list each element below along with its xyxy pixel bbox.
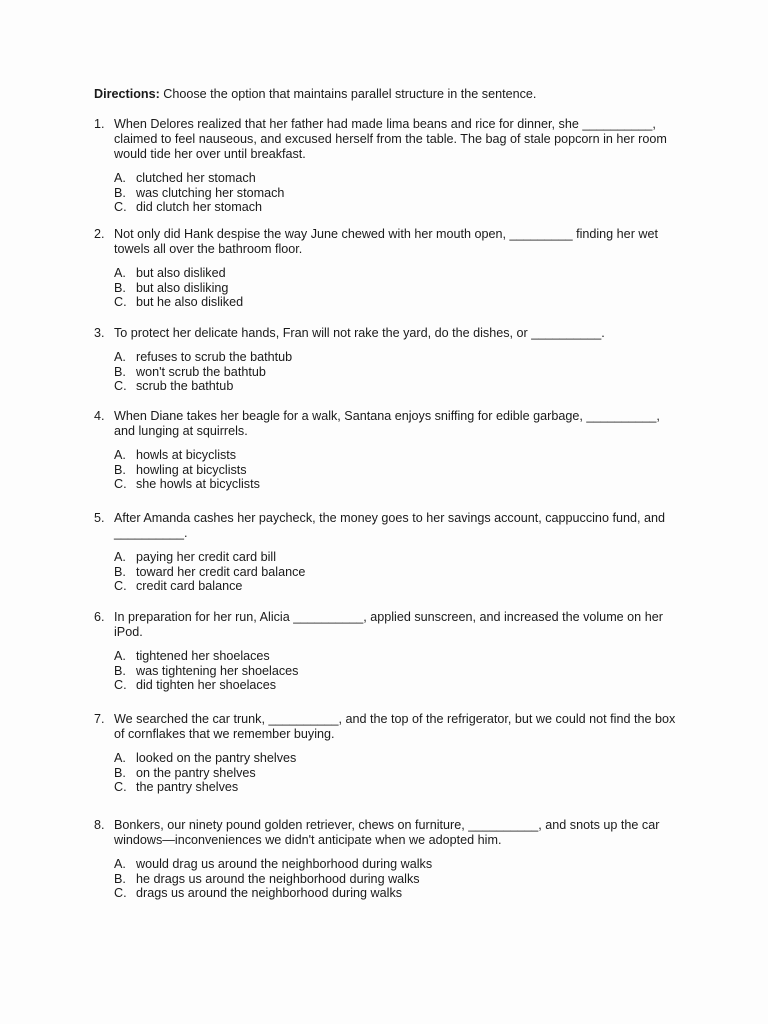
option-a: [114, 649, 684, 664]
option-a: [114, 857, 684, 872]
option-b: [114, 766, 684, 781]
question-6: [94, 610, 684, 693]
option-letter: A.: [114, 171, 126, 185]
option-letter: C.: [114, 886, 127, 901]
options-list: [94, 751, 684, 795]
option-letter: C.: [114, 780, 127, 795]
options-list: [94, 350, 684, 394]
option-text: but also disliked: [136, 266, 226, 280]
question-number: 7.: [94, 712, 105, 726]
options-list: [94, 857, 684, 901]
option-text: she howls at bicyclists: [136, 477, 260, 492]
option-c: [114, 886, 684, 901]
options-list: [94, 448, 684, 492]
option-c: [114, 295, 684, 310]
option-letter: B.: [114, 663, 126, 678]
option-text: paying her credit card bill: [136, 550, 277, 564]
option-text: on the pantry shelves: [136, 765, 256, 780]
option-letter: B.: [114, 871, 126, 886]
option-c: [114, 780, 684, 795]
option-text: the pantry shelves: [136, 780, 239, 795]
option-letter: C.: [114, 477, 127, 492]
option-letter: B.: [114, 462, 126, 477]
option-a: [114, 350, 684, 365]
question-text: After Amanda cashes her paycheck, the money goes to her savings account, cappuccino fund, and __________.: [114, 511, 665, 540]
option-text: was tightening her shoelaces: [136, 663, 299, 678]
option-letter: B.: [114, 765, 126, 780]
option-text: toward her credit card balance: [136, 564, 306, 579]
option-letter: A.: [114, 266, 126, 280]
question-text: Bonkers, our ninety pound golden retriever, chews on furniture, __________, and snots up the car windows—inconveniences we didn't anticipate when we adopted him.: [114, 818, 660, 847]
option-text: did clutch her stomach: [136, 200, 262, 215]
option-c: [114, 678, 684, 693]
option-letter: C.: [114, 200, 127, 215]
option-c: [114, 379, 684, 394]
option-text: refuses to scrub the bathtub: [136, 350, 293, 364]
option-c: [114, 477, 684, 492]
option-b: [114, 365, 684, 380]
option-text: he drags us around the neighborhood during walks: [136, 871, 420, 886]
question-1: [94, 117, 684, 215]
question-2: [94, 227, 684, 310]
options-list: [94, 649, 684, 693]
option-c: [114, 579, 684, 594]
question-number: 3.: [94, 326, 105, 340]
option-text: but also disliking: [136, 280, 229, 295]
directions-label: Directions:: [94, 87, 160, 101]
options-list: [94, 266, 684, 310]
option-b: [114, 664, 684, 679]
question-number: 5.: [94, 511, 105, 525]
option-text: was clutching her stomach: [136, 185, 285, 200]
option-a: [114, 448, 684, 463]
directions: [94, 87, 536, 102]
question-text: We searched the car trunk, __________, and the top of the refrigerator, but we could not find the box of cornflakes that we remember buying.: [114, 712, 676, 741]
options-list: [94, 171, 684, 215]
option-a: [114, 751, 684, 766]
question-4: [94, 409, 684, 492]
question-number: 4.: [94, 409, 105, 423]
option-b: [114, 463, 684, 478]
option-letter: A.: [114, 857, 126, 871]
option-letter: C.: [114, 678, 127, 693]
option-letter: B.: [114, 185, 126, 200]
option-text: but he also disliked: [136, 295, 244, 310]
option-letter: A.: [114, 350, 126, 364]
question-number: 6.: [94, 610, 105, 624]
option-b: [114, 186, 684, 201]
directions-text: Choose the option that maintains parallel structure in the sentence.: [159, 87, 537, 101]
option-text: would drag us around the neighborhood during walks: [136, 857, 433, 871]
option-b: [114, 565, 684, 580]
option-letter: C.: [114, 379, 127, 394]
option-letter: A.: [114, 448, 126, 462]
question-text: To protect her delicate hands, Fran will not rake the yard, do the dishes, or __________.: [114, 326, 605, 340]
option-c: [114, 200, 684, 215]
option-text: tightened her shoelaces: [136, 649, 270, 663]
option-text: howls at bicyclists: [136, 448, 237, 462]
option-a: [114, 171, 684, 186]
option-letter: B.: [114, 564, 126, 579]
option-text: drags us around the neighborhood during walks: [136, 886, 403, 901]
question-text: When Delores realized that her father had made lima beans and rice for dinner, she __________, claimed to feel nauseous, and excused herself from the table. The bag of stale popcorn in her room would tide her over until breakfast.: [114, 117, 667, 161]
question-3: [94, 326, 684, 394]
option-letter: C.: [114, 295, 127, 310]
option-text: credit card balance: [136, 579, 243, 594]
question-number: 1.: [94, 117, 105, 131]
question-7: [94, 712, 684, 795]
option-text: did tighten her shoelaces: [136, 678, 277, 693]
option-b: [114, 281, 684, 296]
option-letter: A.: [114, 649, 126, 663]
question-8: [94, 818, 684, 901]
options-list: [94, 550, 684, 594]
question-5: [94, 511, 684, 594]
question-text: Not only did Hank despise the way June chewed with her mouth open, _________ finding her wet towels all over the bathroom floor.: [114, 227, 658, 256]
option-text: scrub the bathtub: [136, 379, 234, 394]
question-text: When Diane takes her beagle for a walk, Santana enjoys sniffing for edible garbage, __________, and lunging at squirrels.: [114, 409, 660, 438]
option-a: [114, 266, 684, 281]
option-text: looked on the pantry shelves: [136, 751, 297, 765]
option-letter: A.: [114, 550, 126, 564]
option-b: [114, 872, 684, 887]
option-a: [114, 550, 684, 565]
question-number: 8.: [94, 818, 105, 832]
question-number: 2.: [94, 227, 105, 241]
option-letter: C.: [114, 579, 127, 594]
option-text: howling at bicyclists: [136, 462, 247, 477]
option-letter: B.: [114, 280, 126, 295]
option-letter: B.: [114, 364, 126, 379]
option-text: won't scrub the bathtub: [136, 364, 266, 379]
question-text: In preparation for her run, Alicia __________, applied sunscreen, and increased the volume on her iPod.: [114, 610, 663, 639]
option-letter: A.: [114, 751, 126, 765]
option-text: clutched her stomach: [136, 171, 256, 185]
